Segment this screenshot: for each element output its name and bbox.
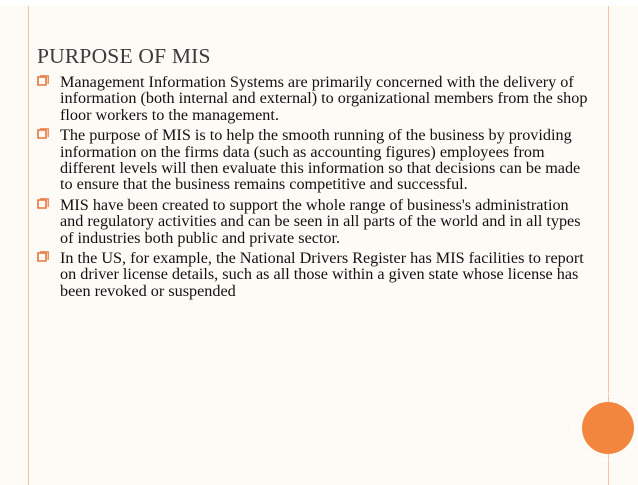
bullet-item: [36, 127, 596, 193]
bullet-item: [36, 197, 596, 246]
hollow-square-bullet-icon: [36, 251, 52, 265]
bullet-text: In the US, for example, the National Drivers Register has MIS facilities to report on driver license details, such as all those within a given state whose license has been revoked or suspended: [60, 249, 584, 300]
bullet-text: Management Information Systems are primarily concerned with the delivery of information (both internal and external) to organizational members from the shop floor workers to the management.: [60, 73, 588, 124]
decorative-circle-ring: [573, 393, 638, 461]
bullet-text: The purpose of MIS is to help the smooth running of the business by providing information on the firms data (such as accounting figures) employees from different levels will then evaluate this information so that decisions can be made to ensure that the business remains competitive and successful.: [60, 126, 581, 194]
hollow-square-bullet-icon: [36, 128, 52, 142]
bullet-list: [36, 74, 596, 303]
hollow-square-bullet-icon: [36, 198, 52, 212]
slide-title: PURPOSE OF MIS: [37, 44, 211, 68]
bullet-text: MIS have been created to support the whole range of business's administration and regulatory activities and can be seen in all parts of the world and in all types of industries both public and private sector.: [60, 195, 581, 247]
left-border-line: [28, 6, 29, 485]
hollow-square-bullet-icon: [36, 75, 52, 89]
bullet-item: [36, 74, 596, 123]
bullet-item: [36, 250, 596, 299]
